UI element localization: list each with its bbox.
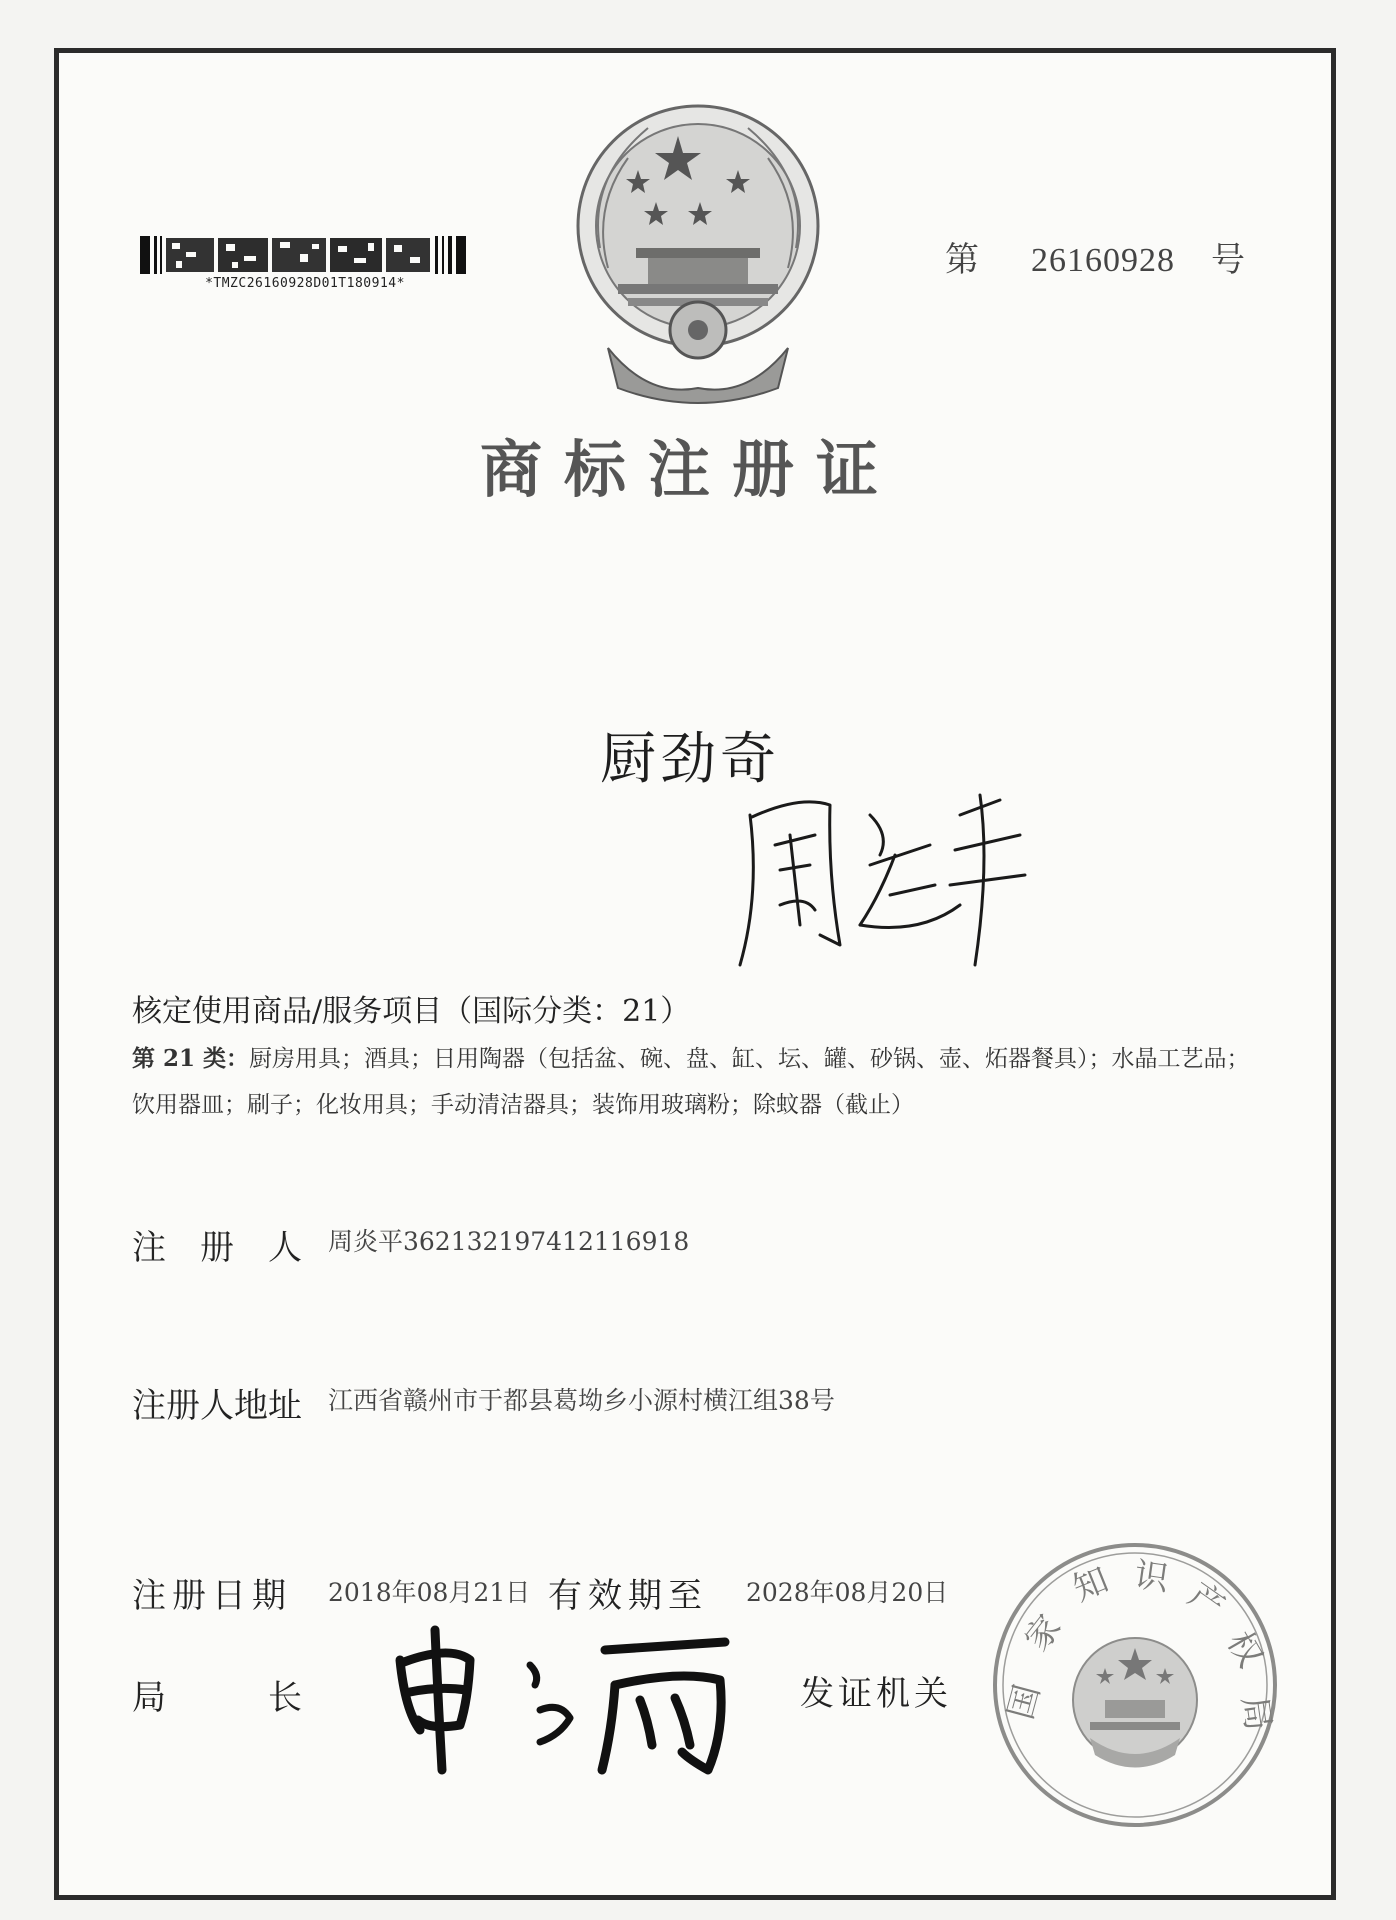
trademark-name: 厨劲奇 bbox=[600, 727, 780, 792]
official-seal-icon bbox=[990, 1540, 1280, 1830]
registration-date-value: 2018年08月21日 bbox=[328, 1578, 531, 1607]
goods-class-label: 第 21 类： bbox=[132, 1045, 250, 1072]
certificate-number-prefix: 第 bbox=[945, 240, 979, 280]
valid-until-label: 有效期至 bbox=[548, 1576, 708, 1616]
svg-text:国: 国 bbox=[1000, 1680, 1049, 1724]
svg-text:家: 家 bbox=[1017, 1607, 1070, 1659]
registrant-label-char: 册 bbox=[200, 1228, 234, 1268]
director-label bbox=[132, 1670, 302, 1719]
barcode bbox=[140, 234, 470, 276]
goods-heading: 核定使用商品/服务项目（国际分类：21） bbox=[132, 994, 691, 1029]
certificate-number-suffix: 号 bbox=[1211, 240, 1245, 280]
registrant-signature bbox=[720, 775, 1050, 975]
address-label: 注册人地址 bbox=[132, 1386, 302, 1426]
svg-text:权: 权 bbox=[1218, 1624, 1271, 1675]
certificate-number bbox=[945, 232, 1245, 281]
registration-date-label: 注册日期 bbox=[132, 1576, 292, 1616]
svg-text:产: 产 bbox=[1180, 1574, 1232, 1628]
national-emblem-icon bbox=[548, 98, 848, 408]
registrant-label-char: 人 bbox=[268, 1228, 302, 1268]
valid-until-value: 2028年08月20日 bbox=[746, 1578, 949, 1607]
director-label-char: 局 bbox=[132, 1678, 166, 1718]
director-signature bbox=[390, 1620, 750, 1780]
certificate-number-value: 26160928 bbox=[1031, 242, 1175, 279]
issuer-label: 发证机关 bbox=[800, 1674, 952, 1714]
goods-list bbox=[132, 1036, 1262, 1128]
svg-text:识: 识 bbox=[1131, 1554, 1172, 1600]
svg-text:局: 局 bbox=[1233, 1693, 1279, 1734]
goods-items: 厨房用具；酒具；日用陶器（包括盆、碗、盘、缸、坛、罐、砂锅、壶、炻器餐具）；水晶工艺品；饮用器皿；刷子；化妆用具；手动清洁器具；装饰用玻璃粉；除蚊器（截止） bbox=[132, 1046, 1250, 1118]
barcode-text: *TMZC26160928D01T180914* bbox=[205, 276, 405, 291]
certificate-title: 商标注册证 bbox=[480, 433, 901, 506]
address-value: 江西省赣州市于都县葛坳乡小源村横江组38号 bbox=[328, 1386, 835, 1415]
registrant-label-char: 注 bbox=[132, 1228, 166, 1268]
svg-text:知: 知 bbox=[1067, 1559, 1115, 1610]
director-label-char: 长 bbox=[268, 1678, 302, 1718]
registrant-label bbox=[132, 1220, 302, 1269]
registrant-value: 周炎平362132197412116918 bbox=[328, 1227, 690, 1256]
